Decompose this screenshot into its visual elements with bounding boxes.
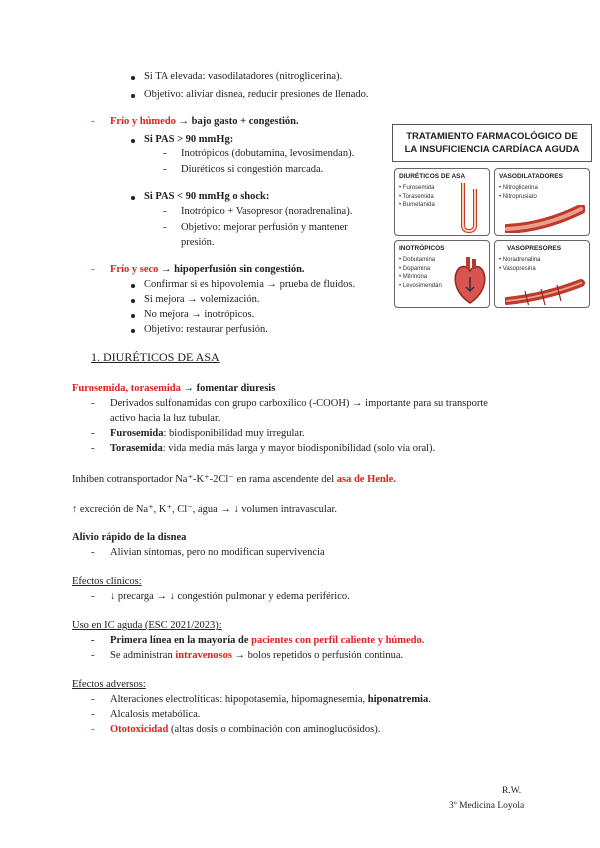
cold-wet-label: Frío y húmedo bbox=[110, 116, 176, 127]
acute-admin: Se administran bbox=[110, 650, 173, 661]
infographic-title-line2: LA INSUFICIENCIA CARDÍACA AGUDA bbox=[404, 144, 580, 155]
dash-marker: - bbox=[91, 650, 95, 661]
bullet-dot bbox=[131, 329, 135, 333]
dash-marker: - bbox=[91, 398, 95, 409]
list-item: No mejora → inotrópicos. bbox=[144, 309, 255, 320]
dash-marker: - bbox=[91, 264, 95, 275]
dash-marker: - bbox=[91, 116, 95, 127]
bullet-dot bbox=[131, 76, 135, 80]
list-item bbox=[110, 443, 435, 454]
mechanism-main: Inhiben cotransportador Na⁺-K⁺-2Cl⁻ en rama ascendente del bbox=[72, 474, 335, 485]
vessel-icon bbox=[505, 205, 585, 233]
excretion-text: ↑ excreción de Na⁺, K⁺, Cl⁻, agua → ↓ volumen intravascular. bbox=[72, 504, 338, 515]
list-item: Inotrópico + Vasopresor (noradrenalina). bbox=[181, 206, 353, 217]
list-item bbox=[110, 650, 403, 661]
bullet-dot bbox=[131, 196, 135, 200]
furosemide-heading-rest: → fomentar diuresis bbox=[183, 383, 276, 394]
torasemide-name: Torasemida bbox=[110, 443, 163, 454]
furosemide-name: Furosemida bbox=[110, 428, 164, 439]
drug-item: • Torasemida bbox=[399, 193, 435, 202]
mechanism-red: asa de Henle. bbox=[336, 474, 396, 485]
list-item bbox=[110, 428, 305, 439]
drug-item: • Levosimendán bbox=[399, 282, 442, 291]
heart-icon bbox=[451, 255, 489, 305]
card-inotropes bbox=[394, 240, 490, 308]
card-title: VASODILATADORES bbox=[499, 173, 563, 180]
clinical-heading: Efectos clínicos: bbox=[72, 576, 142, 587]
card-loop-diuretics bbox=[394, 168, 490, 236]
relief-heading: Alivio rápido de la disnea bbox=[72, 532, 187, 543]
list-item: Si TA elevada: vasodilatadores (nitroglicerina). bbox=[144, 71, 343, 82]
infographic-title-line1: TRATAMIENTO FARMACOLÓGICO DE bbox=[406, 131, 578, 142]
cold-dry-label: Frío y seco bbox=[110, 264, 159, 275]
bullet-dot bbox=[131, 284, 135, 288]
constricted-vessel-icon bbox=[505, 277, 585, 305]
bullet-dot bbox=[131, 314, 135, 318]
cold-wet-heading bbox=[110, 116, 299, 127]
dash-marker: - bbox=[163, 148, 167, 159]
list-item: Objetivo: aliviar disnea, reducir presiones de llenado. bbox=[144, 89, 369, 100]
list-item: Diuréticos si congestión marcada. bbox=[181, 164, 324, 175]
list-item: Alivian síntomas, pero no modifican supervivencia bbox=[110, 547, 325, 558]
list-item bbox=[110, 694, 431, 705]
drug-item: • Noradrenalina bbox=[499, 256, 540, 265]
dash-marker: - bbox=[91, 428, 95, 439]
adverse-hyponatremia: hiponatremia bbox=[367, 694, 429, 705]
footer-initials: R.W. bbox=[502, 786, 522, 796]
drug-item: • Vasopresina bbox=[499, 265, 540, 274]
cold-wet-arrow: → bajo gasto + congestión. bbox=[178, 116, 299, 127]
kidney-tubule-icon bbox=[455, 181, 485, 233]
dash-marker: - bbox=[163, 206, 167, 217]
dash-marker: - bbox=[91, 591, 95, 602]
footer-course: 3º Medicina Loyola bbox=[449, 801, 525, 811]
card-title: DIURÉTICOS DE ASA bbox=[399, 173, 466, 180]
list-item-continuation: activo hacia la luz tubular. bbox=[110, 413, 221, 424]
dash-marker: - bbox=[163, 222, 167, 233]
drug-item: • Dopamina bbox=[399, 265, 442, 274]
treatment-infographic bbox=[392, 124, 592, 314]
drug-item: • Bumetanida bbox=[399, 201, 435, 210]
list-item: Objetivo: restaurar perfusión. bbox=[144, 324, 268, 335]
pas-high-heading: Si PAS > 90 mmHg: bbox=[144, 134, 234, 145]
infographic-title bbox=[392, 124, 592, 162]
cold-dry-arrow: → hipoperfusión sin congestión. bbox=[161, 264, 305, 275]
card-vasopressors bbox=[494, 240, 590, 308]
furosemide-heading-red: Furosemida, torasemida bbox=[72, 383, 181, 394]
dash-marker: - bbox=[91, 724, 95, 735]
acute-profile: pacientes con perfil caliente y húmedo. bbox=[251, 635, 425, 646]
drug-item: • Furosemida bbox=[399, 184, 435, 193]
mechanism-text bbox=[72, 473, 396, 485]
card-vasodilators bbox=[494, 168, 590, 236]
cold-dry-heading bbox=[110, 264, 305, 275]
drug-item: • Nitroprusiato bbox=[499, 193, 538, 202]
list-item bbox=[110, 724, 380, 735]
torasemide-desc: : vida media más larga y mayor biodisponibilidad (solo vía oral). bbox=[162, 443, 436, 454]
dash-marker: - bbox=[91, 547, 95, 558]
list-item-continuation: presión. bbox=[181, 237, 215, 248]
dash-marker: - bbox=[91, 635, 95, 646]
list-item: Derivados sulfonamidas con grupo carboxílico (-COOH) → importante para su transporte bbox=[110, 398, 488, 409]
card-drug-list bbox=[399, 256, 442, 290]
furosemide-desc: : biodisponibilidad muy irregular. bbox=[163, 428, 305, 439]
furosemide-heading bbox=[72, 383, 275, 394]
list-item: Inotrópicos (dobutamina, levosimendan). bbox=[181, 148, 355, 159]
pas-low-heading: Si PAS < 90 mmHg o shock: bbox=[144, 191, 270, 202]
bullet-dot bbox=[131, 94, 135, 98]
adverse-ototoxicity-desc: (altas dosis o combinación con aminoglucósidos). bbox=[170, 724, 381, 735]
dash-marker: - bbox=[91, 443, 95, 454]
card-drug-list bbox=[399, 184, 435, 210]
card-drug-list bbox=[499, 184, 538, 201]
list-item: Si mejora → volemización. bbox=[144, 294, 260, 305]
bullet-dot bbox=[131, 299, 135, 303]
drug-item: • Milrinona bbox=[399, 273, 442, 282]
card-title: VASOPRESORES bbox=[507, 245, 562, 252]
adverse-ototoxicity: Ototoxicidad bbox=[110, 724, 169, 735]
dash-marker: - bbox=[91, 709, 95, 720]
acute-iv: intravenosos bbox=[175, 650, 232, 661]
dash-marker: - bbox=[163, 164, 167, 175]
dash-marker: - bbox=[91, 694, 95, 705]
card-drug-list bbox=[499, 256, 540, 273]
bullet-dot bbox=[131, 139, 135, 143]
list-item: Confirmar si es hipovolemia → prueba de fluidos. bbox=[144, 279, 356, 290]
drug-item: • Dobutamina bbox=[399, 256, 442, 265]
acute-use-heading: Uso en IC aguda (ESC 2021/2023): bbox=[72, 620, 222, 631]
section-title: 1. DIURÉTICOS DE ASA bbox=[91, 350, 220, 364]
acute-bolus: → bolos repetidos o perfusión continua. bbox=[234, 650, 404, 661]
adverse-electrolytes: Alteraciones electrolíticas: hipopotasemia, hipomagnesemia, bbox=[110, 694, 366, 705]
list-item: ↓ precarga → ↓ congestión pulmonar y edema periférico. bbox=[110, 591, 350, 602]
adverse-period: . bbox=[428, 694, 431, 705]
list-item bbox=[110, 635, 424, 646]
list-item: Alcalosis metabólica. bbox=[110, 709, 201, 720]
card-title: INOTRÓPICOS bbox=[399, 245, 445, 252]
acute-first-line: Primera línea en la mayoría de bbox=[110, 635, 249, 646]
adverse-heading: Efectos adversos: bbox=[72, 679, 146, 690]
list-item: Objetivo: mejorar perfusión y mantener bbox=[181, 222, 348, 233]
drug-item: • Nitroglicerina bbox=[499, 184, 538, 193]
